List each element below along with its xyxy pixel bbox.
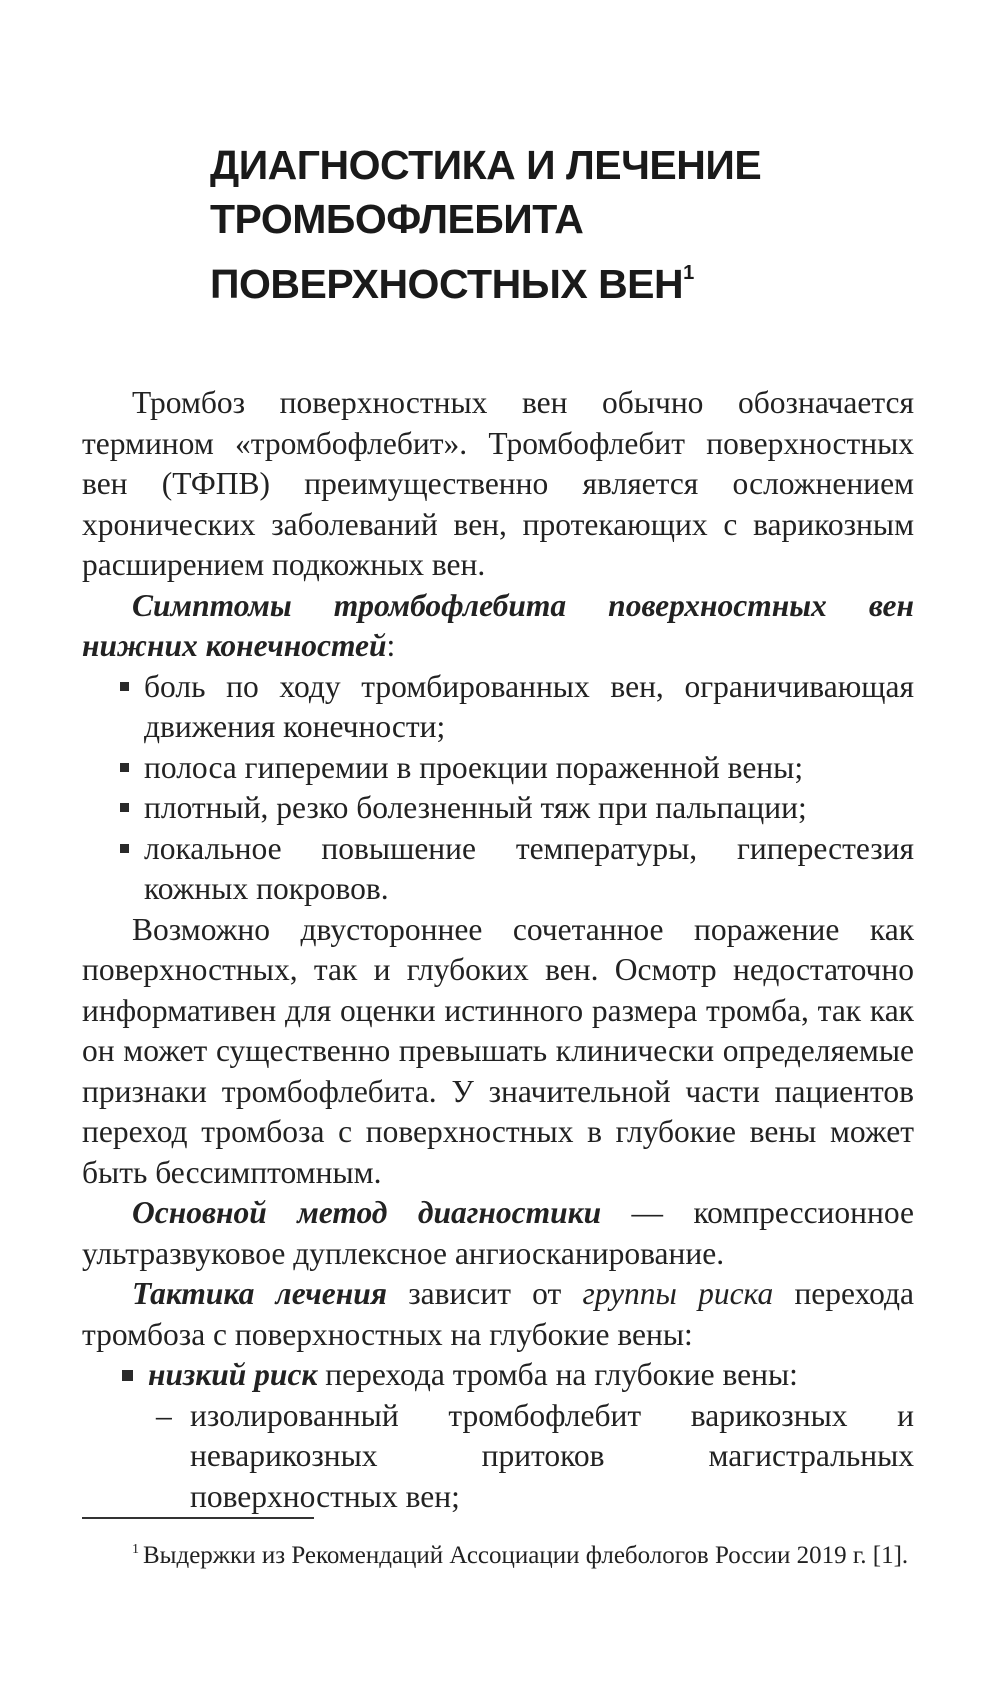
list-item <box>82 667 914 748</box>
diagnostics-lead: Основной метод диагностики <box>132 1195 602 1230</box>
symptoms-lead-colon: : <box>386 628 396 663</box>
low-risk-sublist <box>82 1396 914 1518</box>
chapter-heading <box>210 138 930 311</box>
list-item <box>82 748 914 789</box>
list-item-text: изолированный тромбофлебит варикозных и неварикозных притоков магистральных поверхностных вен; <box>190 1397 914 1514</box>
list-item-text: локальное повышение температуры, гиперестезия кожных покровов. <box>144 830 914 906</box>
symptoms-lead-text: Симптомы тромбофлебита поверхностных вен нижних конечностей <box>82 587 914 663</box>
list-item-text: полоса гиперемии в проекции пораженной вены; <box>144 749 804 785</box>
list-item <box>82 829 914 910</box>
footnote-divider <box>82 1517 314 1519</box>
diagnostics-paragraph <box>82 1193 914 1274</box>
tactics-paragraph <box>82 1274 914 1355</box>
symptoms-lead <box>82 586 914 667</box>
low-risk-text: перехода тромба на глубокие вены: <box>317 1357 798 1392</box>
thrombosis-paragraph: Возможно двустороннее сочетанное поражение как поверхностных, так и глубоких вен. Осмотр недостаточно информативен для оценки истинного размера тромба, так как он может существенно превышать клинически определяемые признаки тромбофлебита. У значительной части пациентов переход тромбоза с поверхностных в глубокие вены может быть бессимптомным. <box>82 911 914 1190</box>
symptoms-list <box>82 667 914 910</box>
list-item-text: плотный, резко болезненный тяж при пальпации; <box>144 790 807 825</box>
chapter-title: ДИАГНОСТИКА И ЛЕЧЕНИЕ ТРОМБОФЛЕБИТА ПОВЕРХНОСТНЫХ ВЕН <box>210 142 762 307</box>
list-item <box>82 1396 914 1518</box>
risk-list <box>82 1355 914 1396</box>
footnote-number: 1 <box>132 1542 139 1557</box>
tactics-mid: зависит от <box>387 1276 583 1311</box>
footnote-text: Выдержки из Рекомендаций Ассоциации флебологов России 2019 г. [1]. <box>143 1542 909 1569</box>
body-text <box>82 383 914 1517</box>
bullet-icon <box>120 803 129 812</box>
bullet-icon <box>120 763 129 772</box>
list-item-text: боль по ходу тромбированных вен, ограничивающая движения конечности; <box>144 668 914 744</box>
risk-group-term: группы риска <box>582 1276 774 1311</box>
tactics-lead: Тактика лечения <box>132 1276 388 1311</box>
diagnostics-text: — компрессионное ультразвуковое дуплексное ангиосканирование. <box>82 1195 914 1271</box>
low-risk-label: низкий риск <box>148 1357 318 1392</box>
list-item <box>82 788 914 829</box>
bullet-icon <box>122 1370 133 1381</box>
list-item <box>82 1355 914 1396</box>
bullet-icon <box>120 844 129 853</box>
footnote <box>82 1532 914 1574</box>
footnote-ref: 1 <box>683 262 695 284</box>
intro-paragraph: Тромбоз поверхностных вен обычно обозначается термином «тромбофлебит». Тромбофлебит поверхностных вен (ТФПВ) преимущественно является осложнением хронических заболеваний вен, протекающих с варикозным расширением подкожных вен. <box>82 385 914 582</box>
dash-icon: – <box>156 1397 172 1433</box>
tactics-tail: перехода тромбоза с поверхностных на глубокие вены: <box>82 1276 915 1352</box>
bullet-icon <box>120 682 129 691</box>
